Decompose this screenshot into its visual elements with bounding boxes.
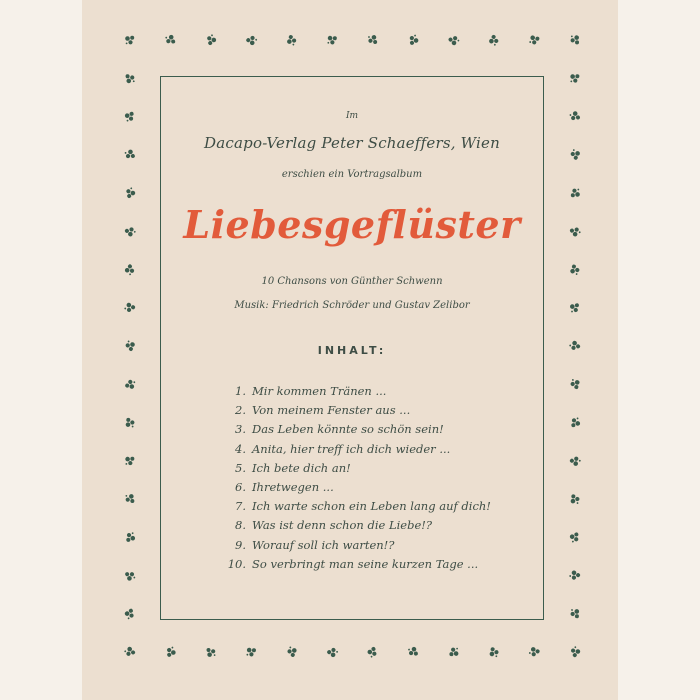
floral-ornament-icon: [569, 340, 581, 352]
list-item: [226, 401, 491, 420]
floral-ornament-icon: [165, 34, 176, 45]
list-item: [226, 382, 491, 401]
floral-ornament-icon: [286, 646, 298, 658]
floral-ornament-icon: [448, 34, 460, 46]
floral-ornament-icon: [165, 646, 176, 657]
item-number: 7.: [235, 499, 246, 514]
list-item: [226, 459, 491, 478]
floral-ornament-icon: [124, 264, 136, 276]
item-number: 8.: [235, 518, 246, 533]
floral-ornament-icon: [124, 187, 136, 199]
list-item: [226, 440, 491, 459]
floral-ornament-icon: [125, 570, 136, 581]
list-item: [226, 555, 491, 574]
floral-ornament-icon: [569, 225, 581, 237]
intro-text: Im: [345, 111, 359, 121]
floral-ornament-icon: [366, 646, 378, 658]
floral-ornament-icon: [124, 646, 136, 658]
floral-ornament-icon: [368, 35, 377, 45]
song-title: Anita, hier treff ich dich wieder ...: [252, 441, 451, 456]
floral-ornament-icon: [569, 110, 581, 122]
floral-ornament-icon: [125, 532, 136, 542]
item-number: 6.: [235, 479, 246, 494]
list-item: [226, 497, 491, 516]
floral-ornament-icon: [206, 647, 215, 657]
list-item: [226, 478, 491, 497]
song-title: Ich bete dich an!: [252, 460, 351, 475]
floral-ornament-icon: [408, 646, 419, 657]
floral-ornament-icon: [125, 379, 136, 390]
publisher-name: Dacapo-Verlag Peter Schaeffers, Wien: [204, 134, 500, 152]
contents-heading: INHALT:: [317, 344, 387, 357]
item-number: 2.: [235, 403, 246, 418]
floral-ornament-icon: [124, 149, 135, 161]
floral-ornament-icon: [408, 34, 420, 45]
list-item: [226, 420, 491, 439]
floral-ornament-icon: [286, 34, 298, 46]
floral-ornament-icon: [125, 494, 134, 504]
list-item: [226, 536, 491, 555]
item-number: 4.: [235, 441, 246, 456]
floral-ornament-icon: [570, 608, 580, 618]
list-item: [226, 516, 491, 535]
floral-ornament-icon: [245, 34, 257, 46]
floral-ornament-icon: [124, 302, 136, 314]
song-title: Worauf soll ich warten!?: [252, 537, 395, 552]
song-title: Das Leben könnte so schön sein!: [252, 422, 444, 437]
floral-ornament-icon: [124, 225, 136, 237]
floral-ornament-icon: [571, 189, 580, 198]
item-number: 1.: [235, 384, 246, 398]
item-number: 3.: [235, 422, 246, 437]
floral-ornament-icon: [205, 34, 217, 46]
song-title: Was ist denn schon die Liebe!?: [252, 518, 433, 533]
floral-ornament-icon: [125, 418, 135, 429]
song-title: Von meinem Fenster aus ...: [252, 403, 411, 418]
floral-ornament-icon: [570, 303, 580, 313]
song-title: Ich warte schon ein Leben lang auf dich!: [252, 499, 491, 514]
floral-ornament-icon: [327, 35, 337, 45]
published-text: erschien ein Vortragsalbum: [281, 169, 423, 180]
floral-ornament-icon: [570, 494, 580, 505]
album-subtitle: 10 Chansons von Günther Schwenn: [261, 276, 443, 287]
floral-ornament-icon: [124, 111, 135, 122]
floral-ornament-icon: [569, 646, 581, 658]
floral-ornament-icon: [246, 647, 256, 657]
floral-ornament-icon: [570, 74, 580, 83]
floral-ornament-icon: [529, 34, 540, 45]
song-title: Ihretwegen ...: [252, 479, 334, 494]
floral-ornament-icon: [124, 340, 136, 352]
floral-ornament-icon: [528, 646, 540, 658]
floral-ornament-icon: [326, 646, 338, 658]
contents-list: [226, 382, 491, 574]
floral-ornament-icon: [569, 569, 581, 581]
floral-ornament-icon: [569, 532, 580, 543]
floral-ornament-icon: [488, 34, 500, 46]
floral-ornament-icon: [489, 647, 500, 658]
floral-ornament-icon: [449, 648, 458, 657]
floral-ornament-icon: [569, 378, 580, 389]
floral-ornament-icon: [569, 455, 581, 467]
floral-ornament-icon: [125, 74, 134, 84]
item-number: 5.: [235, 460, 246, 475]
floral-ornament-icon: [125, 36, 134, 45]
floral-ornament-icon: [125, 456, 135, 465]
floral-ornament-icon: [570, 417, 581, 427]
floral-ornament-icon: [570, 35, 579, 45]
floral-ornament-icon: [569, 148, 581, 160]
floral-ornament-icon: [569, 264, 581, 276]
music-credits: Musik: Friedrich Schröder und Gustav Zelibor: [234, 300, 470, 311]
song-title: So verbringt man seine kurzen Tage ...: [252, 556, 479, 571]
song-title: Mir kommen Tränen ...: [252, 384, 387, 398]
item-number: 10.: [227, 556, 246, 571]
album-title: Liebesgeflüster: [183, 202, 521, 247]
floral-ornament-icon: [124, 608, 136, 620]
item-number: 9.: [235, 537, 246, 552]
